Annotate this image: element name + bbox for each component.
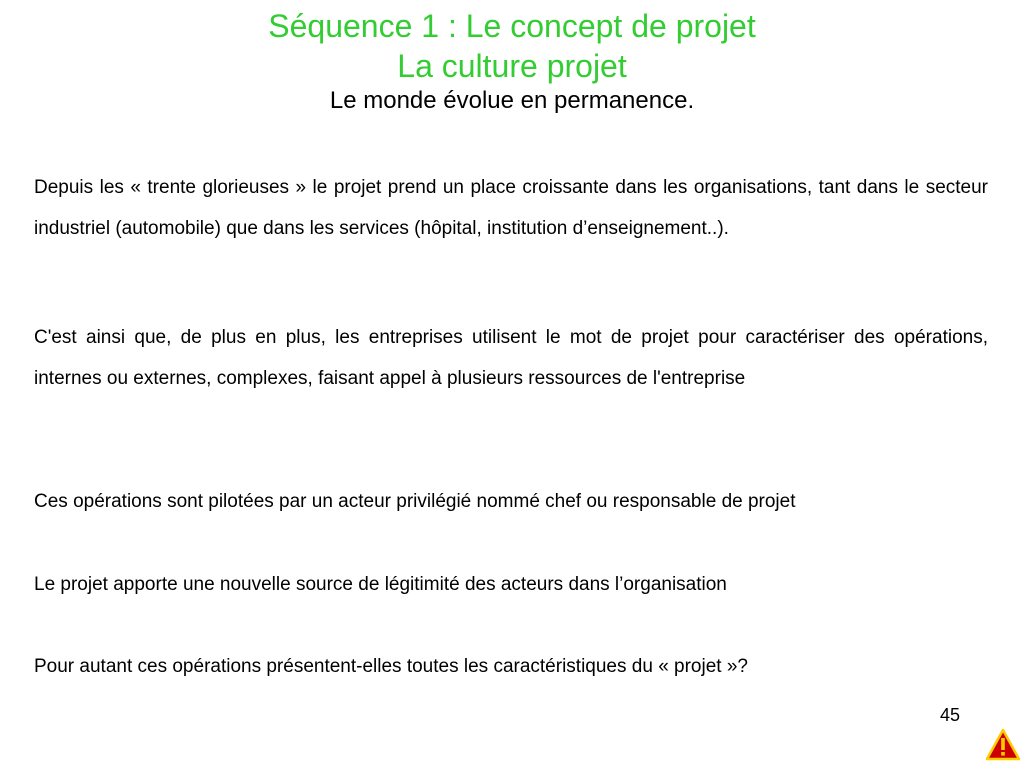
paragraph-legitimite: Le projet apporte une nouvelle source de légitimité des acteurs dans l’organisation — [34, 574, 727, 595]
page-number: 45 — [939, 705, 961, 725]
slide-title: Séquence 1 : Le concept de projet — [268, 8, 756, 44]
paragraph-chef-de-projet: Ces opérations sont pilotées par un acteur privilégié nommé chef ou responsable de projet — [34, 491, 796, 512]
slide-subtitle: Le monde évolue en permanence. — [329, 87, 695, 114]
warning-icon[interactable] — [985, 728, 1021, 762]
paragraph-question: Pour autant ces opérations présentent-elles toutes les caractéristiques du « projet »? — [34, 656, 748, 677]
slide-header — [0, 6, 1024, 116]
slide-title-secondary: La culture projet — [397, 48, 627, 84]
paragraph-entreprises: C'est ainsi que, de plus en plus, les entreprises utilisent le mot de projet pour caractériser des opérations, internes ou externes, complexes, faisant appel à plusieurs ressources de l'entreprise — [34, 327, 988, 389]
paragraph-trente-glorieuses: Depuis les « trente glorieuses » le projet prend un place croissante dans les organisations, tant dans le secteur industriel (automobile) que dans les services (hôpital, institution d’enseignement..). — [34, 177, 988, 239]
